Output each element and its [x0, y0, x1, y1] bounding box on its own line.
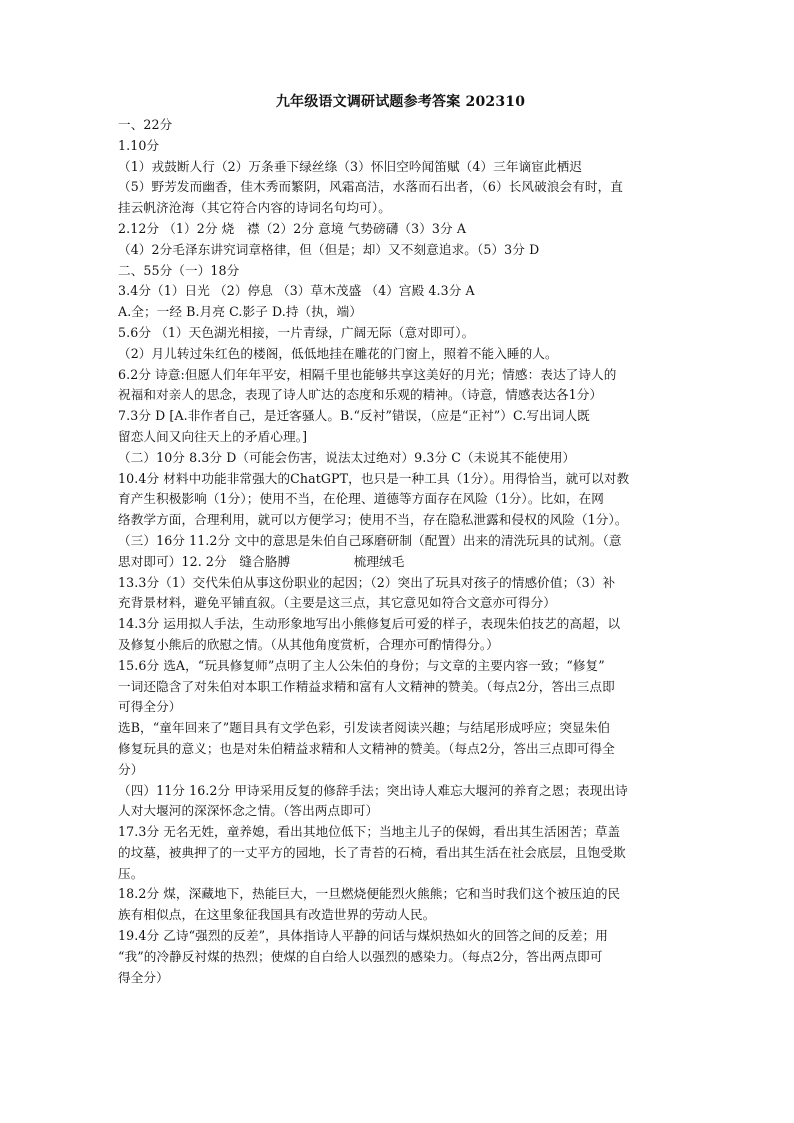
answer-line: （二）10分 8.3分 D（可能会伤害，说法太过绝对）9.3分 C（未说其不能使用） — [118, 449, 576, 465]
answer-line: 6.2分 诗意:但愿人们年年平安，相隔千里也能够共享这美好的月光；情感：表达了诗人的 — [118, 366, 617, 382]
answer-lines — [118, 115, 683, 988]
answer-line: 18.2分 煤，深藏地下，热能巨大，一旦燃烧便能烈火熊熊；它和当时我们这个被压迫的民 — [118, 886, 621, 902]
answer-line: 挂云帆济沧海（其它符合内容的诗词名句均可）。 — [118, 200, 391, 216]
answer-line: 分） — [118, 761, 144, 777]
answer-line: 充背景材料，避免平铺直叙。（主要是这三点，其它意见如符合文意亦可得分） — [118, 595, 556, 611]
answer-line: 及修复小熊后的欣慰之情。（从其他角度赏析，合理亦可酌情得分。） — [118, 636, 499, 652]
answer-line: 10.4分 材料中功能非常强大的ChatGPT，也只是一种工具（1分）。用得恰当，就可以对教 — [118, 470, 630, 486]
answer-sheet-page — [118, 92, 683, 988]
answer-line: 可得全分） — [118, 699, 182, 715]
answer-line: 一词还隐含了对朱伯对本职工作精益求精和富有人文精神的赞美。（每点2分，答出三点即 — [118, 678, 615, 694]
answer-line: 思对即可）12. 2分 缝合胳膊 梳理绒毛 — [118, 553, 405, 569]
answer-line: 1.10分 — [118, 137, 160, 153]
answer-line: 5.6分 （1）天色湖光相接，一片青绿，广阔无际（意对即可）。 — [118, 324, 475, 340]
answer-line: A.全；一经 B.月亮 C.影子 D.持（执，端） — [118, 304, 363, 320]
answer-line: 一、22分 — [118, 117, 173, 132]
answer-line: 的坟墓，被典押了的一丈平方的园地，长了青苔的石椅，看出其生活在社会底层，且饱受欺 — [118, 844, 626, 860]
answer-line: （四）11分 16.2分 甲诗采用反复的修辞手法；突出诗人难忘大堰河的养育之恩；表现出诗 — [118, 782, 628, 798]
answer-line: 17.3分 无名无姓，童养媳，看出其地位低下；当地主儿子的保姆，看出其生活困苦；草盖 — [118, 824, 621, 840]
answer-line: 留恋人间又向往天上的矛盾心理。] — [118, 428, 308, 444]
answer-line: （1）戎鼓断人行（2）万条垂下绿丝绦（3）怀旧空吟闻笛赋（4）三年谪宦此栖迟 — [118, 158, 583, 174]
answer-line: 修复玩具的意义；也是对朱伯精益求精和人文精神的赞美。（每点2分，答出三点即可得全 — [118, 740, 615, 756]
answer-line: 得全分） — [118, 969, 169, 985]
answer-line: 二、55分（一）18分 — [118, 262, 240, 278]
answer-line: 育产生积极影响（1分）；使用不当，在伦理、道德等方面存在风险（1分）。比如，在网 — [118, 491, 604, 507]
answer-line: 祝福和对亲人的思念，表现了诗人旷达的态度和乐观的精神。（诗意，情感表达各1分） — [118, 387, 603, 403]
answer-line: 3.4分（1）日光 （2）停息 （3）草木茂盛 （4）宫殿 4.3分 A — [118, 283, 475, 299]
answer-line: 13.3分（1）交代朱伯从事这份职业的起因；（2）突出了玩具对孩子的情感价值；（3）补 — [118, 574, 616, 590]
answer-line: 2.12分 （1）2分 烧 襟（2）2分 意境 气势磅礴（3）3分 A — [118, 220, 467, 236]
answer-line: 人对大堰河的深深怀念之情。（答出两点即可） — [118, 803, 379, 819]
answer-line: 15.6分 选A，“玩具修复师”点明了主人公朱伯的身份；与文章的主要内容一致；“修复” — [118, 657, 605, 673]
document-title: 九年级语文调研试题参考答案 202310 — [275, 94, 526, 110]
answer-line: 络教学方面，合理利用，就可以方便学习；使用不当，存在隐私泄露和侵权的风险（1分）。 — [118, 512, 628, 528]
answer-line: （4）2分毛泽东讲究词章格律，但（但是；却）又不刻意追求。（5）3分 D — [118, 241, 540, 257]
answer-line: 压。 — [118, 865, 144, 881]
answer-line: 7.3分 D [A.非作者自己，是迁客骚人。B.“反衬”错误，（应是“正衬”）C.写出词人既 — [118, 408, 590, 424]
answer-line: 19.4分 乙诗“强烈的反差”，具体指诗人平静的问话与煤炽热如火的回答之间的反差；用 — [118, 928, 608, 944]
answer-line: 选B，“童年回来了”题目具有文学色彩，引发读者阅读兴趣；与结尾形成呼应；突显朱伯 — [118, 720, 611, 736]
answer-line: 族有相似点，在这里象征我国具有改造世界的劳动人民。 — [118, 907, 436, 923]
answer-line: （5）野芳发而幽香，佳木秀而繁阴，风霜高洁，水落而石出者，（6）长风破浪会有时，直 — [118, 179, 623, 195]
answer-line: （三）16分 11.2分 文中的意思是朱伯自己琢磨研制（配置）出来的清洗玩具的试剂。（意 — [118, 532, 622, 548]
answer-line: “我”的冷静反衬煤的热烈；使煤的自白给人以强烈的感染力。（每点2分，答出两点即可 — [118, 948, 603, 964]
answer-line: 14.3分 运用拟人手法，生动形象地写出小熊修复后可爱的样子，表现朱伯技艺的高超，以 — [118, 616, 621, 632]
answer-line: （2）月儿转过朱红色的楼阁，低低地挂在雕花的门窗上，照着不能入睡的人。 — [118, 345, 558, 361]
